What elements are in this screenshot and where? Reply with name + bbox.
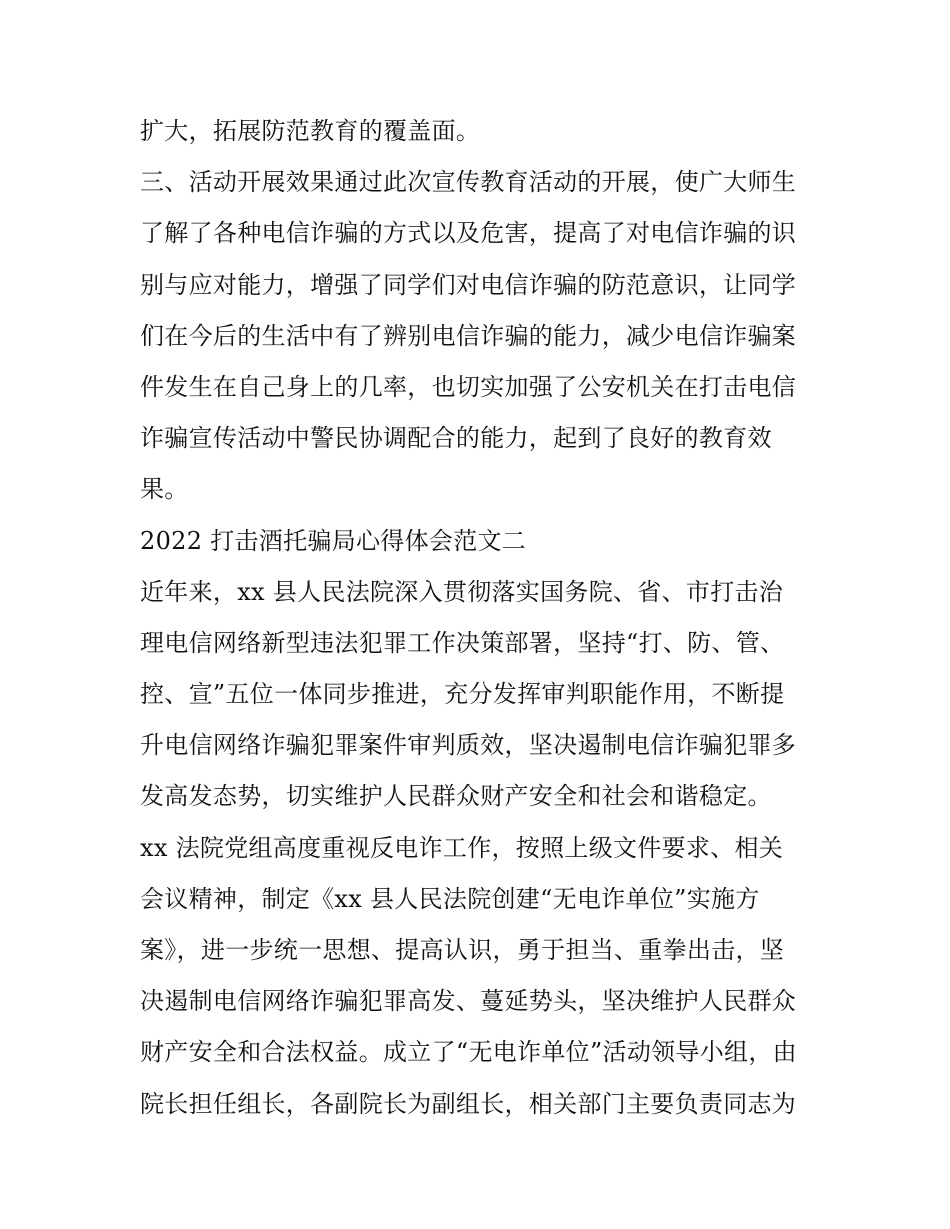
text-line: 别与应对能力，增强了同学们对电信诈骗的防范意识，让同学 xyxy=(140,270,797,299)
text-line: 件发生在自己身上的几率，也切实加强了公安机关在打击电信 xyxy=(140,372,797,401)
text-line: 案》，进一步统一思想、提高认识，勇于担当、重拳出击，坚 xyxy=(140,936,785,964)
text-line: 院长担任组长，各副院长为副组长，相关部门主要负责同志为 xyxy=(140,1089,797,1118)
text-line: 了解了各种电信诈骗的方式以及危害，提高了对电信诈骗的识 xyxy=(140,219,797,248)
text-line: 果。 xyxy=(140,475,189,504)
text-line: xx 法院党组高度重视反电诈工作，按照上级文件要求、相关 xyxy=(140,833,784,862)
section-heading-line: 三、活动开展效果通过此次宣传教育活动的开展，使广大师生 xyxy=(140,168,797,197)
text-line: 会议精神，制定《xx 县人民法院创建“无电诈单位”实施方 xyxy=(140,884,760,913)
text-line: 控、宣”五位一体同步推进，充分发挥审判职能作用，不断提 xyxy=(140,680,785,709)
text-line: 诈骗宣传活动中警民协调配合的能力，起到了良好的教育效 xyxy=(140,424,772,453)
text-line: 决遏制电信网络诈骗犯罪高发、蔓延势头，坚决维护人民群众 xyxy=(140,987,797,1016)
text-line: 发高发态势，切实维护人民群众财产安全和社会和谐稳定。 xyxy=(140,782,772,811)
text-line: 扩大，拓展防范教育的覆盖面。 xyxy=(140,117,481,145)
text-line: 近年来，xx 县人民法院深入贯彻落实国务院、省、市打击治 xyxy=(140,577,784,606)
text-line: 升电信网络诈骗犯罪案件审判质效，坚决遏制电信诈骗犯罪多 xyxy=(140,731,797,760)
text-line: 财产安全和合法权益。成立了“无电诈单位”活动领导小组，由 xyxy=(140,1038,797,1067)
text-line: 们在今后的生活中有了辨别电信诈骗的能力，减少电信诈骗案 xyxy=(140,321,797,350)
text-line: 理电信网络新型违法犯罪工作决策部署，坚持“打、防、管、 xyxy=(140,628,785,657)
document-body xyxy=(140,106,820,1130)
article-title-line: 2022 打击酒托骗局心得体会范文二 xyxy=(140,526,527,555)
